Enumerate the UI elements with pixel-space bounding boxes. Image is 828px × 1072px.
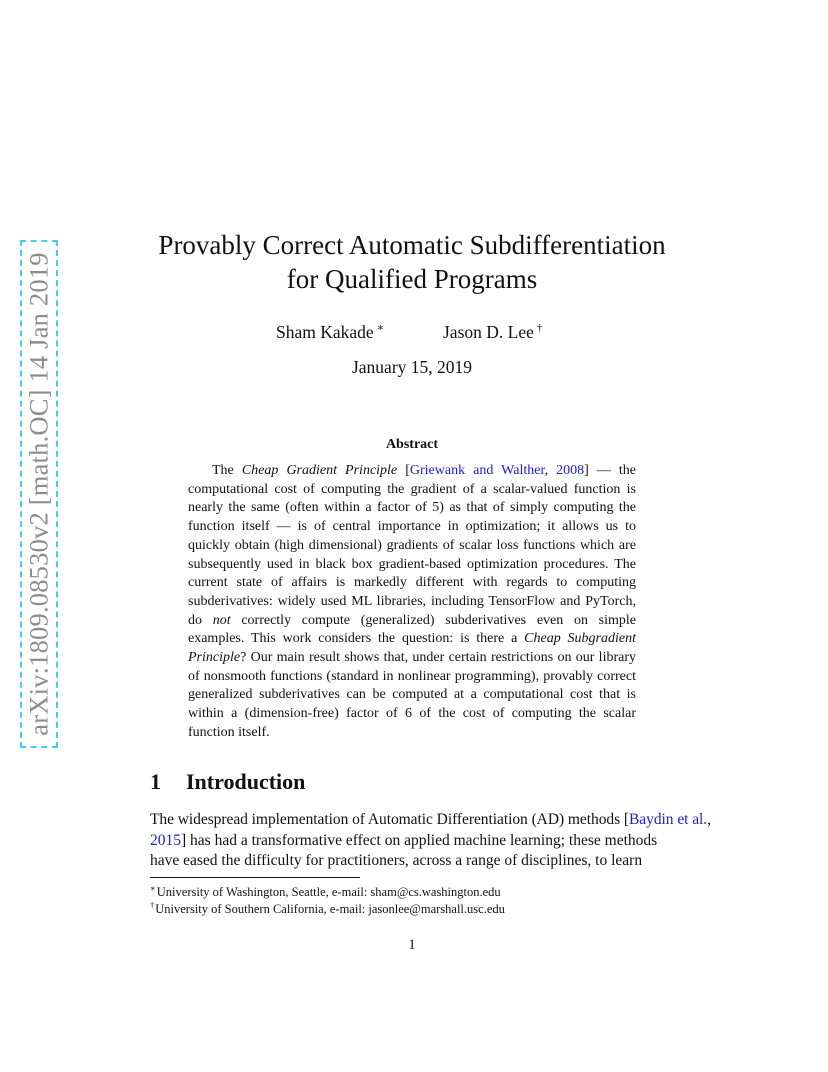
- abstract-paragraph: [188, 462, 636, 743]
- section-number: 1: [150, 769, 161, 794]
- footnote-mark: †: [150, 900, 155, 910]
- intro-text: ,: [707, 811, 711, 828]
- page-number: 1: [408, 937, 416, 953]
- abstract-text: ,: [544, 463, 557, 478]
- citation-link[interactable]: 2015: [150, 831, 181, 849]
- intro-text: ] has had a transformative effect on applied machine learning; these methods: [181, 831, 658, 849]
- author-name: Jason D. Lee: [443, 322, 534, 342]
- arxiv-stamp: [20, 240, 60, 750]
- citation-link[interactable]: Baydin et al.: [629, 811, 708, 828]
- abstract-text: correctly compute (generalized) subderivatives even on simple examples. This work considers the question: is there a: [188, 612, 637, 647]
- intro-line-1: [150, 810, 734, 831]
- footnote-text: University of Southern California, e-mail: jasonlee@marshall.usc.edu: [155, 902, 505, 916]
- title-line-2: for Qualified Programs: [286, 264, 538, 294]
- abstract-emphasis: Cheap Subgradient Principle: [188, 631, 637, 666]
- abstract-emphasis: not: [212, 612, 231, 628]
- abstract-body: [188, 462, 636, 743]
- footnote-mark: ∗: [150, 883, 156, 893]
- section-title: Introduction: [186, 769, 306, 794]
- abstract-text: The: [212, 463, 242, 478]
- arxiv-stamp-text: arXiv:1809.08530v2 [math.OC] 14 Jan 2019: [23, 252, 54, 736]
- author-name: Sham Kakade: [276, 322, 374, 342]
- intro-line-3: have eased the difficulty for practitioners, across a range of disciplines, to learn: [150, 852, 643, 869]
- citation-link[interactable]: Griewank and Walther: [409, 463, 545, 478]
- abstract-heading: Abstract: [385, 437, 439, 452]
- abstract-text: [: [397, 463, 410, 478]
- paper-date: January 15, 2019: [351, 357, 473, 377]
- section-heading: [150, 767, 305, 797]
- paper-title: [110, 228, 714, 296]
- title-line-1: Provably Correct Automatic Subdifferentiation: [158, 230, 666, 260]
- abstract-text: ] — the computational cost of computing the gradient of a scalar-valued function is nearly the same (often within a factor of 5) as that of simply computing the function itself — is of central importance in optimization; it allows us to quickly obtain (high dimensional) gradients of scalar loss functions which are subsequently used in black box gradient-based optimization procedures. The current state of affairs is markedly different with regards to computing subderivatives: widely used ML libraries, including TensorFlow and PyTorch, do: [188, 463, 637, 628]
- footnote-text: University of Washington, Seattle, e-mail: sham@cs.washington.edu: [156, 885, 501, 899]
- abstract-text: ? Our main result shows that, under certain restrictions on our library of nonsmooth functions (standard in nonlinear programming), provably correct generalized subderivatives can be computed at a computational cost that is within a (dimension-free) factor of 6 of the cost of computing the scalar function itself.: [188, 650, 636, 740]
- author-footnote-mark[interactable]: †: [536, 322, 543, 334]
- intro-paragraph: [150, 810, 734, 872]
- intro-text: The widespread implementation of Automatic Differentiation (AD) methods [: [150, 811, 630, 828]
- footnote-2: [150, 897, 505, 917]
- author-1: [276, 316, 384, 344]
- author-footnote-mark[interactable]: ∗: [376, 322, 385, 334]
- intro-line-2: [150, 831, 734, 852]
- footnote-rule: [150, 877, 360, 878]
- citation-link[interactable]: 2008: [556, 463, 585, 478]
- author-2: [443, 316, 542, 344]
- abstract-emphasis: Cheap Gradient Principle: [241, 463, 398, 478]
